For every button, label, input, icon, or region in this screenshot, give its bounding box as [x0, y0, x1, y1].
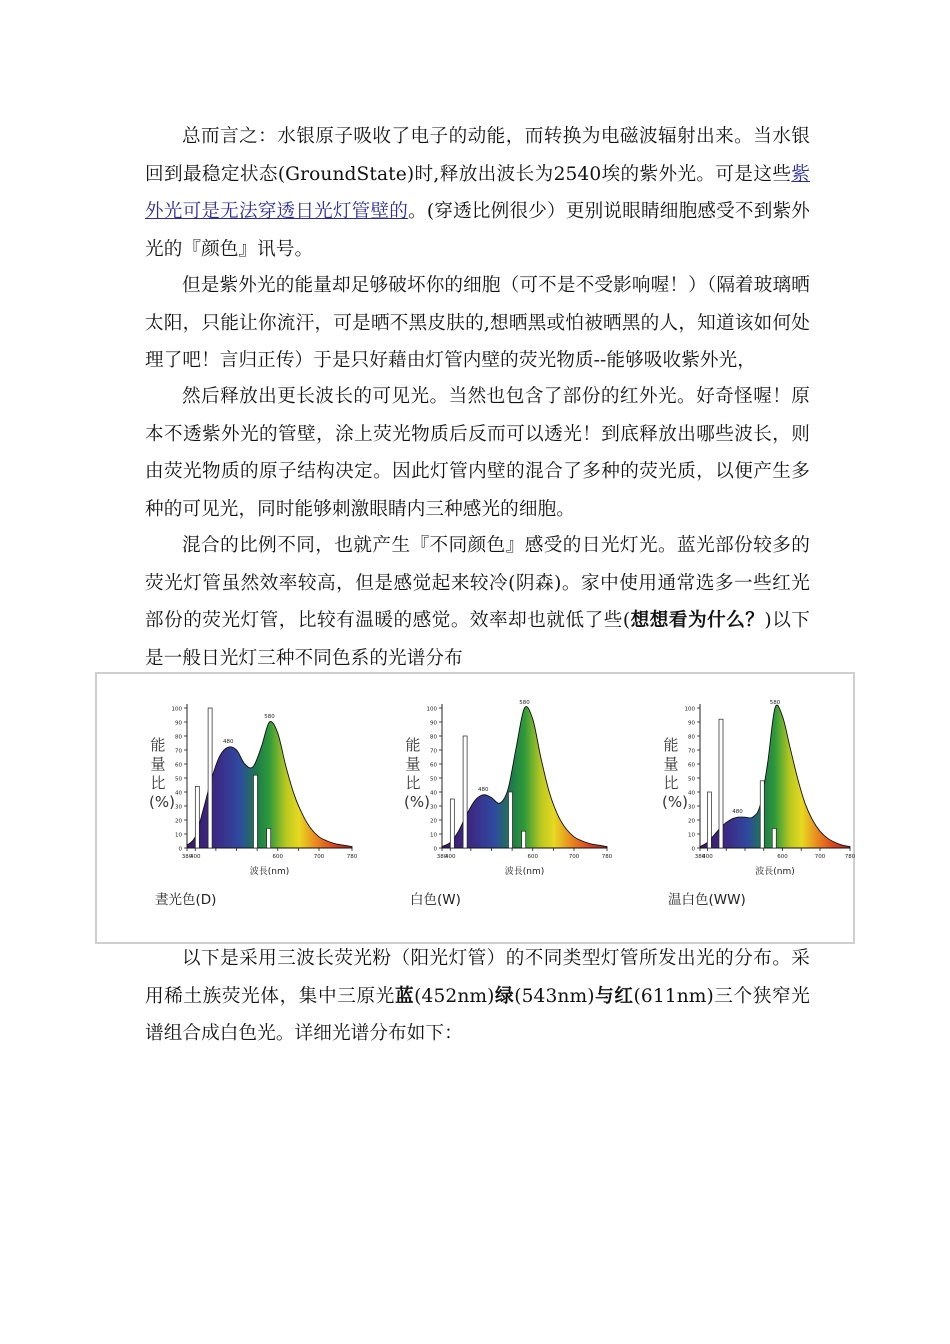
peak-label: 480 [478, 786, 489, 793]
y-axis-label: 能量比(%) [662, 736, 688, 811]
p5-text-c: 三个狭窄光谱组合成白色光。详细光谱分布如下： [145, 985, 810, 1044]
y-tick-label: 100 [684, 706, 695, 713]
x-tick-label: 600 [527, 854, 538, 860]
uv-link[interactable]: 紫外光可是无法穿透日光灯管壁的 [145, 163, 810, 222]
mercury-line-bar [707, 792, 711, 848]
p4-text-a: 混合的比例不同，也就产生『不同颜色』感受的日光灯光。蓝光部份较多的荧光灯管虽然效率较高，但是感觉起来较冷(阴森)。家中使用通常选多一些红光部份的荧光灯管，比较有温暖的感觉。效率却也就低了些( [145, 535, 810, 631]
p5-blue-nm: (452nm) [414, 985, 495, 1007]
peak-label: 580 [769, 700, 781, 706]
y-tick-label: 70 [688, 748, 695, 755]
panel-label: 晝光色(D) [155, 892, 217, 908]
x-tick-label: 400 [445, 854, 456, 860]
y-tick-label: 30 [175, 804, 182, 811]
y-tick-label: 10 [175, 832, 182, 839]
y-tick-label: 70 [430, 748, 437, 755]
mercury-line-bar [195, 786, 199, 848]
x-tick-label: 780 [601, 854, 612, 860]
mercury-line-bar [208, 708, 212, 848]
x-tick-label: 380 [436, 854, 448, 860]
y-tick-label: 40 [430, 790, 437, 797]
p2-text: 但是紫外光的能量却足够破坏你的细胞（可不是不受影响喔！）（隔着玻璃晒太阳，只能让你流汗，可是晒不黑皮肤的,想晒黑或怕被晒黑的人，知道该如何处理了吧！言归正传）于是只好藉由灯管内壁的荧光物质--能够吸收紫外光， [145, 275, 810, 371]
spectrum-panel-warm-white [650, 678, 855, 940]
x-axis-label: 波長(nm) [755, 867, 795, 877]
p5-red-nm: (611nm) [633, 985, 714, 1007]
x-axis-label: 波長(nm) [504, 867, 545, 877]
p1-text-b: 。(穿透比例很少）更别说眼睛细胞感受不到紫外光的『颜色』讯号。 [145, 201, 810, 260]
x-tick-label: 780 [844, 854, 855, 860]
y-axis-label: 能量比(%) [404, 736, 430, 811]
y-tick-label: 90 [430, 720, 437, 727]
p5-text-a: 以下是采用三波长荧光粉（阳光灯管）的不同类型灯管所发出光的分布。采用稀土族荧光体，集中三原光 [145, 948, 810, 1007]
spectrum-chart [650, 678, 855, 883]
y-tick-label: 20 [430, 818, 437, 825]
y-tick-label: 20 [175, 818, 182, 825]
y-tick-label: 60 [175, 762, 182, 769]
p5-blue: 蓝 [394, 985, 415, 1007]
y-tick-label: 80 [175, 734, 182, 741]
y-tick-label: 50 [430, 776, 437, 783]
p4-text-b: )以下是一般日光灯三种不同色系的光谱分布 [145, 610, 811, 669]
y-tick-label: 100 [171, 706, 182, 713]
paragraph-4 [145, 527, 810, 677]
x-tick-label: 700 [814, 854, 826, 860]
x-tick-label: 700 [313, 854, 325, 860]
p5-green-nm: (543nm) [514, 985, 595, 1007]
y-axis-label: 能量比(%) [149, 736, 175, 811]
peak-label: 580 [264, 714, 275, 720]
mercury-line-bar [719, 719, 723, 848]
y-tick-label: 80 [688, 734, 695, 741]
y-tick-label: 60 [430, 762, 437, 769]
x-tick-label: 700 [568, 854, 580, 860]
x-tick-label: 380 [694, 854, 706, 860]
y-tick-label: 80 [430, 734, 437, 741]
p1-text-a: 总而言之：水银原子吸收了电子的动能，而转换为电磁波辐射出来。当水银回到最稳定状态(GroundState)时,释放出波长为2540埃的紫外光。可是这些 [145, 126, 810, 185]
peak-label: 480 [732, 809, 743, 816]
y-tick-label: 60 [688, 762, 695, 769]
mercury-line-bar [267, 828, 271, 848]
y-tick-label: 40 [688, 790, 695, 797]
y-tick-label: 0 [433, 846, 437, 853]
p3-text: 然后释放出更长波长的可见光。当然也包含了部份的红外光。好奇怪喔！原本不透紫外光的管壁，涂上荧光物质后反而可以透光！到底释放出哪些波长，则由荧光物质的原子结构决定。因此灯管内壁的混合了多种的荧光质，以便产生多种的可见光，同时能够刺激眼睛内三种感光的细胞。 [145, 386, 810, 520]
y-tick-label: 50 [688, 776, 695, 783]
y-tick-label: 10 [430, 832, 437, 839]
peak-label: 480 [223, 739, 234, 746]
paragraph-2 [145, 267, 810, 380]
p5-green: 绿 [494, 985, 515, 1007]
mercury-line-bar [760, 781, 764, 848]
x-tick-label: 600 [272, 854, 283, 860]
mercury-line-bar [463, 736, 467, 848]
y-tick-label: 50 [175, 776, 182, 783]
mercury-line-bar [522, 831, 526, 848]
mercury-line-bar [253, 775, 257, 848]
x-tick-label: 780 [346, 854, 357, 860]
spectrum-figure [95, 672, 855, 944]
y-tick-label: 70 [175, 748, 182, 755]
paragraph-3 [145, 378, 810, 528]
y-tick-label: 100 [426, 706, 437, 713]
paragraph-5 [145, 940, 810, 1053]
spectrum-panel-daylight [137, 678, 357, 940]
peak-label: 580 [519, 700, 530, 706]
y-tick-label: 40 [175, 790, 182, 797]
y-tick-label: 0 [178, 846, 182, 853]
y-tick-label: 10 [688, 832, 695, 839]
mercury-line-bar [450, 799, 454, 848]
mercury-line-bar [772, 828, 776, 848]
y-tick-label: 30 [688, 804, 695, 811]
spectrum-chart [392, 678, 612, 883]
y-tick-label: 90 [688, 720, 695, 727]
x-tick-label: 400 [190, 854, 201, 860]
y-tick-label: 90 [175, 720, 182, 727]
p5-red: 与红 [594, 985, 634, 1007]
x-tick-label: 600 [777, 854, 788, 860]
p4-bold: 想想看为什么？ [630, 610, 765, 631]
panel-label: 白色(W) [410, 892, 461, 908]
y-tick-label: 0 [691, 846, 695, 853]
x-axis-label: 波長(nm) [249, 867, 290, 877]
y-tick-label: 20 [688, 818, 695, 825]
spectrum-panel-white [392, 678, 612, 940]
spectrum-chart [137, 678, 357, 883]
paragraph-1 [145, 118, 810, 268]
panel-label: 温白色(WW) [668, 892, 746, 908]
x-tick-label: 400 [702, 854, 713, 860]
x-tick-label: 380 [181, 854, 193, 860]
y-tick-label: 30 [430, 804, 437, 811]
mercury-line-bar [508, 792, 512, 848]
